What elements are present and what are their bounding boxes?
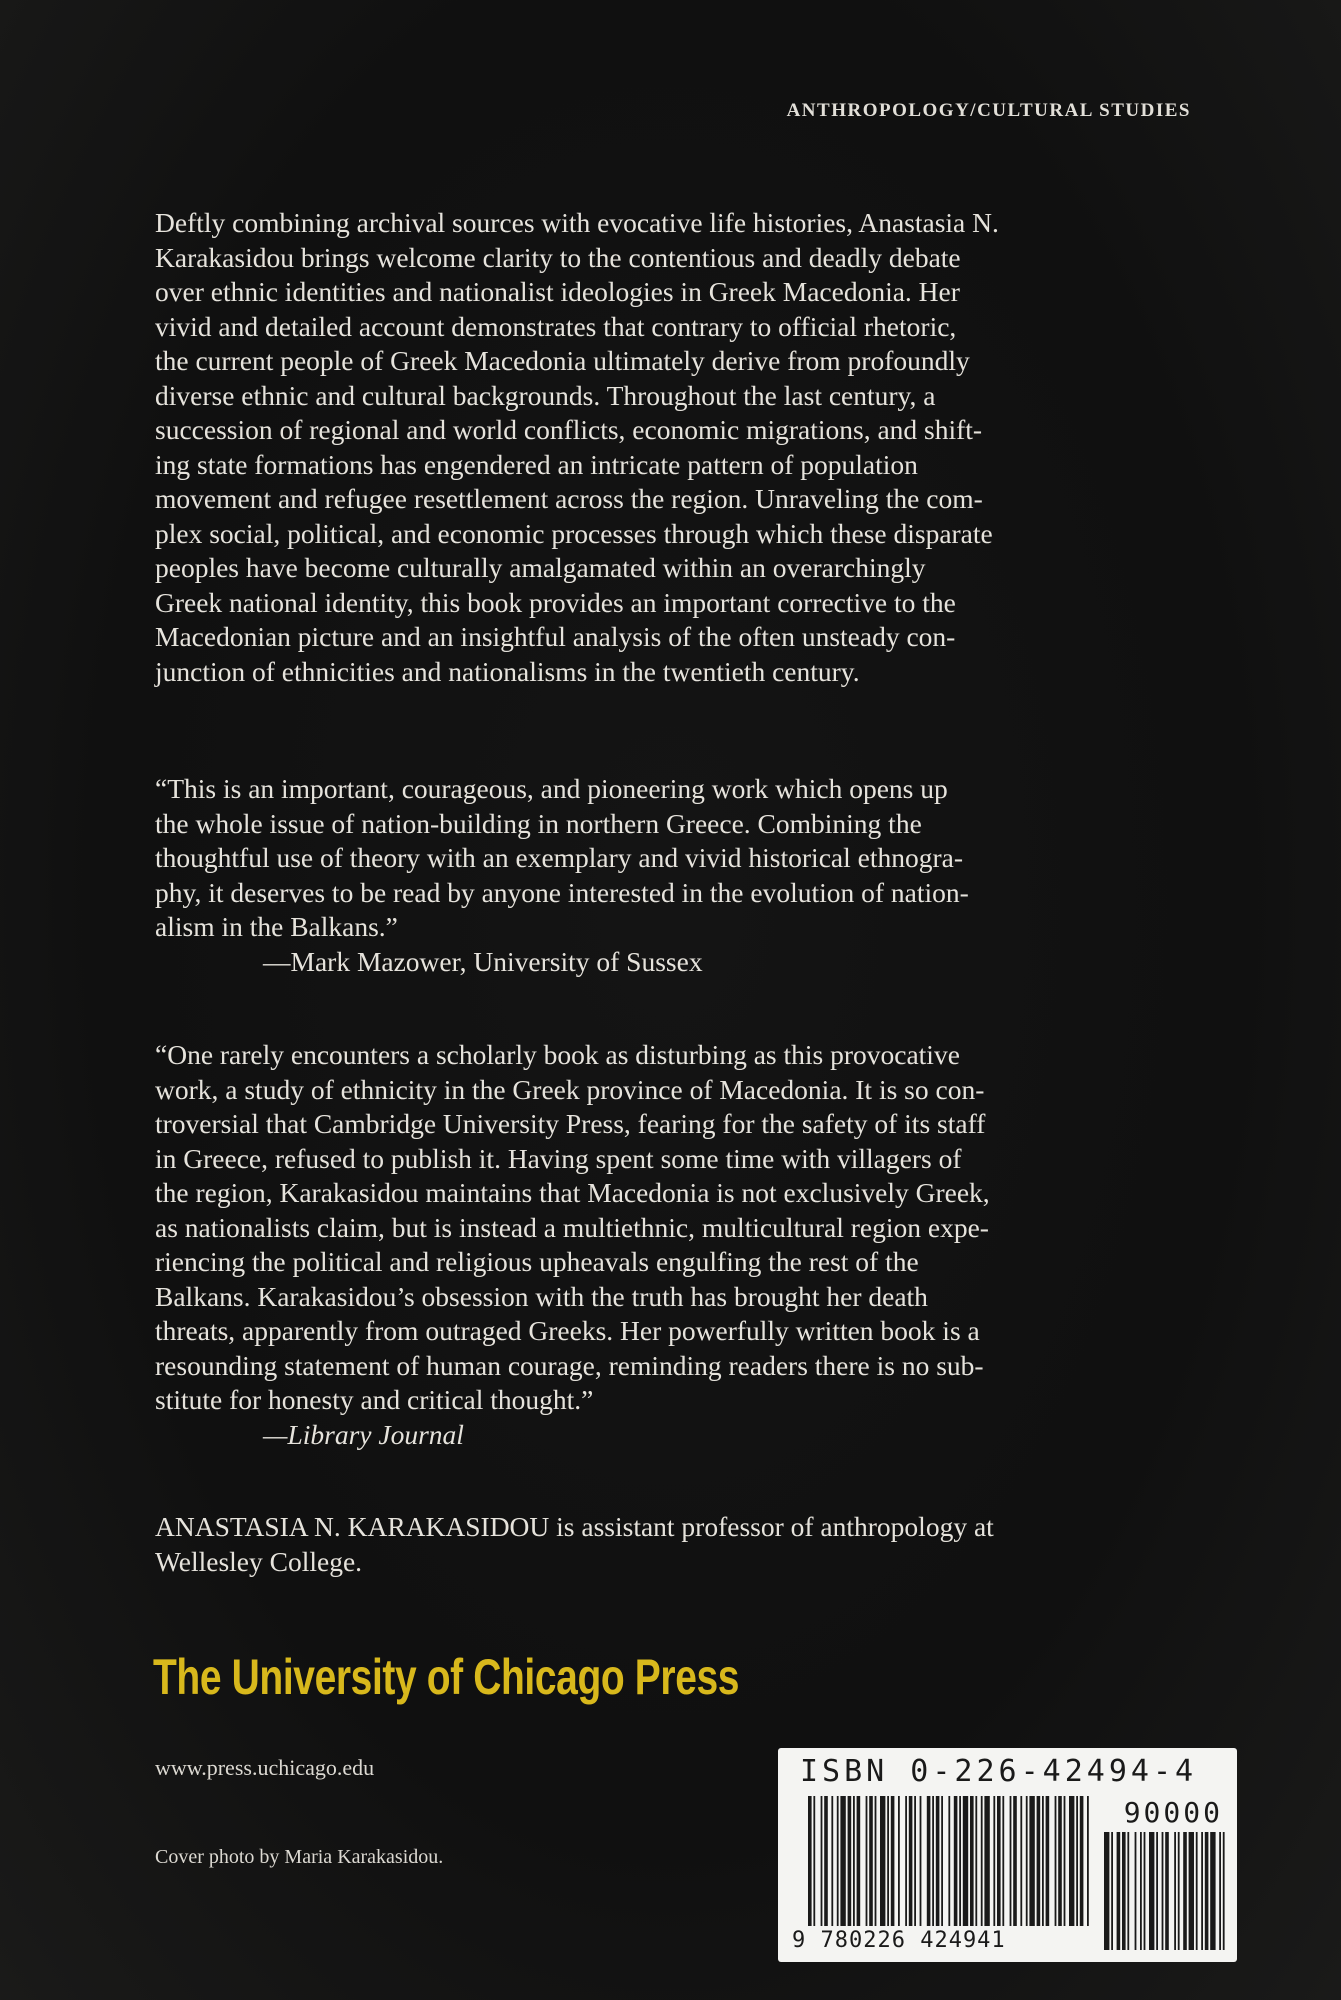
description-line: ing state formations has engendered an intricate pattern of population bbox=[155, 448, 918, 480]
publisher-logo: The University of Chicago Press bbox=[153, 1649, 740, 1705]
quote-line: troversial that Cambridge University Press, fearing for the safety of its staff bbox=[155, 1108, 986, 1139]
quote-line: resounding statement of human courage, reminding readers there is no sub- bbox=[155, 1349, 984, 1381]
quote-line: “One rarely encounters a scholarly book as disturbing as this provocative bbox=[155, 1039, 960, 1070]
quote-line: the region, Karakasidou maintains that Macedonia is not exclusively Greek, bbox=[155, 1177, 990, 1208]
cover-photo-credit: Cover photo by Maria Karakasidou. bbox=[155, 1846, 444, 1868]
quote-line: work, a study of ethnicity in the Greek province of Macedonia. It is so con- bbox=[155, 1073, 985, 1105]
isbn-barcode bbox=[778, 1748, 1237, 1962]
quote-attribution-mazower: —Mark Mazower, University of Sussex bbox=[263, 946, 703, 977]
category-label: ANTHROPOLOGY/CULTURAL STUDIES bbox=[786, 100, 1191, 121]
publisher-website: www.press.uchicago.edu bbox=[155, 1755, 375, 1780]
quote-line: alism in the Balkans.” bbox=[155, 911, 398, 942]
quote-attribution-library-journal: —Library Journal bbox=[263, 1419, 464, 1450]
author-bio-line: ANASTASIA N. KARAKASIDOU is assistant professor of anthropology at bbox=[155, 1511, 994, 1542]
quote-line: phy, it deserves to be read by anyone interested in the evolution of nation- bbox=[155, 876, 969, 908]
review-quote-mazower bbox=[155, 772, 1195, 945]
description-line: the current people of Greek Macedonia ultimately derive from profoundly bbox=[155, 345, 970, 376]
quote-line: riencing the political and religious upheavals engulfing the rest of the bbox=[155, 1246, 919, 1277]
description-line: diverse ethnic and cultural backgrounds. Throughout the last century, a bbox=[155, 379, 936, 411]
description-line: Macedonian picture and an insightful analysis of the often unsteady con- bbox=[155, 621, 956, 652]
book-description bbox=[155, 206, 1195, 689]
author-bio bbox=[155, 1510, 1195, 1579]
description-line: Deftly combining archival sources with evocative life histories, Anastasia N. bbox=[155, 207, 999, 238]
author-bio-line: Wellesley College. bbox=[155, 1545, 363, 1577]
review-quote-library-journal bbox=[155, 1038, 1195, 1418]
price-code: 90000 bbox=[1123, 1796, 1223, 1829]
quote-line: Balkans. Karakasidou’s obsession with the truth has brought her death bbox=[155, 1280, 928, 1312]
description-line: junction of ethnicities and nationalisms in the twentieth century. bbox=[155, 655, 860, 687]
quote-line: threats, apparently from outraged Greeks. Her powerfully written book is a bbox=[155, 1315, 980, 1346]
description-line: peoples have become culturally amalgamated within an overarchingly bbox=[155, 552, 926, 583]
isbn-number: ISBN 0-226-42494-4 bbox=[800, 1754, 1198, 1789]
quote-line: thoughtful use of theory with an exemplary and vivid historical ethnogra- bbox=[155, 842, 963, 873]
quote-line: in Greece, refused to publish it. Having spent some time with villagers of bbox=[155, 1142, 962, 1174]
description-line: Greek national identity, this book provides an important corrective to the bbox=[155, 586, 956, 618]
ean-digits: 9 780226 424941 bbox=[792, 1928, 1006, 1953]
description-line: succession of regional and world conflicts, economic migrations, and shift- bbox=[155, 414, 983, 445]
quote-line: “This is an important, courageous, and pioneering work which opens up bbox=[155, 773, 948, 804]
quote-line: as nationalists claim, but is instead a multiethnic, multicultural region expe- bbox=[155, 1211, 989, 1243]
quote-line: stitute for honesty and critical thought.” bbox=[155, 1384, 594, 1415]
description-line: over ethnic identities and nationalist ideologies in Greek Macedonia. Her bbox=[155, 276, 960, 307]
description-line: vivid and detailed account demonstrates that contrary to official rhetoric, bbox=[155, 310, 957, 342]
description-line: Karakasidou brings welcome clarity to the contentious and deadly debate bbox=[155, 241, 961, 273]
description-line: plex social, political, and economic processes through which these disparate bbox=[155, 517, 993, 549]
description-line: movement and refugee resettlement across the region. Unraveling the com- bbox=[155, 483, 983, 514]
quote-line: the whole issue of nation-building in northern Greece. Combining the bbox=[155, 807, 922, 839]
